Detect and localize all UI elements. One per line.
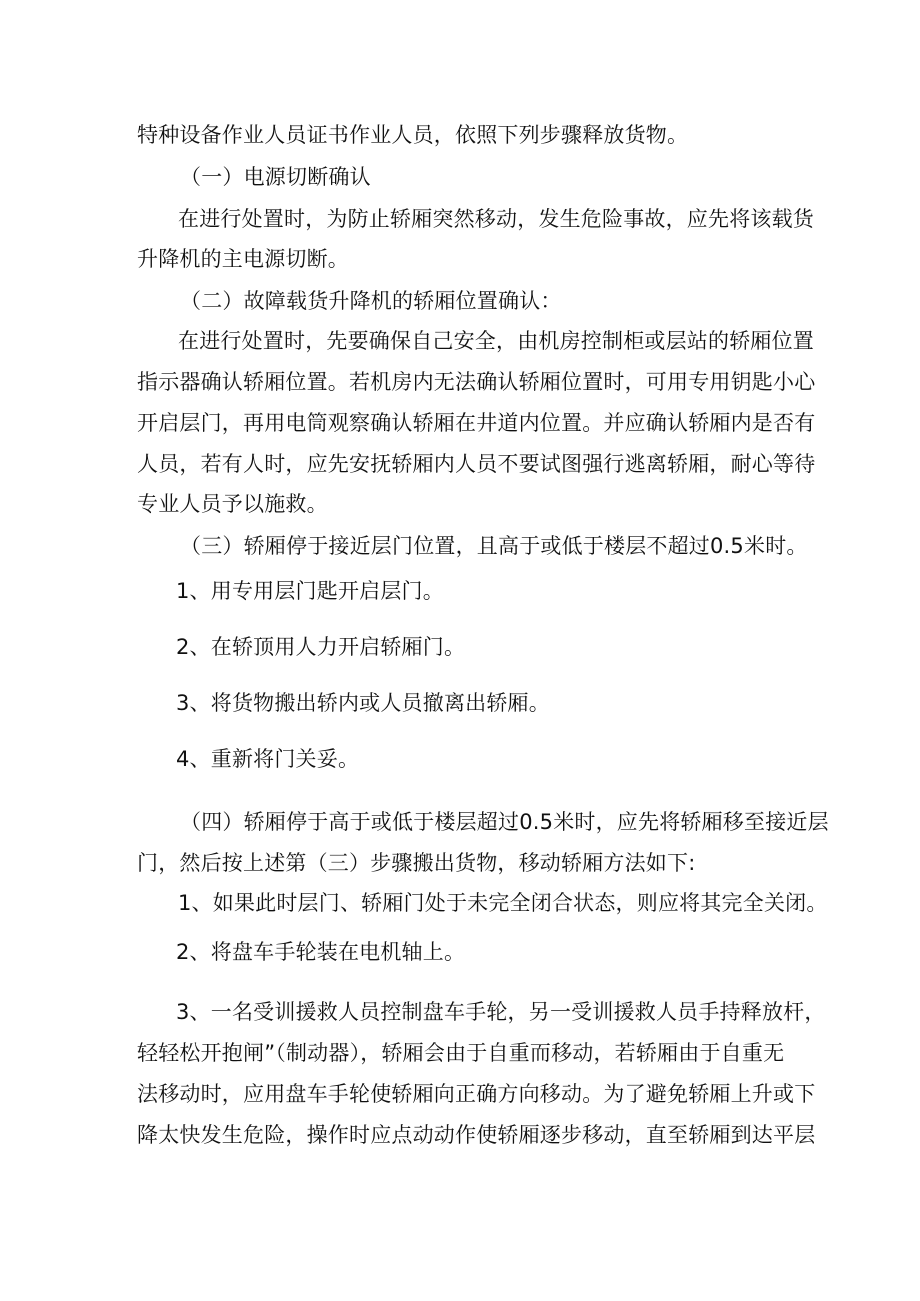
text-line: 专业人员予以施救。 xyxy=(137,492,328,516)
text-line: 在进行处置时，先要确保自己安全，由机房控制柜或层站的轿厢位置 xyxy=(178,329,814,353)
text-line: 法移动时，应用盘车手轮使轿厢向正确方向移动。为了避免轿厢上升或下 xyxy=(137,1082,816,1106)
list-item: 1、如果此时层门、轿厢门处于未完全闭合状态，则应将其完全关闭。 xyxy=(178,891,828,915)
text-line: 在进行处置时，为防止轿厢突然移动，发生危险事故，应先将该载货 xyxy=(178,207,814,231)
text-line: 开启层门，再用电筒观察确认轿厢在井道内位置。并应确认轿厢内是否有 xyxy=(137,411,816,435)
text-line: 轻轻松开抱闸”（制动器），轿厢会由于自重而移动，若轿厢由于自重无 xyxy=(137,1041,785,1065)
text-line: 指示器确认轿厢位置。若机房内无法确认轿厢位置时，可用专用钥匙小心 xyxy=(137,370,816,394)
section-heading-4: （四）轿厢停于高于或低于楼层超过0.5米时，应先将轿厢移至接近层 xyxy=(180,810,829,834)
section-heading-2: （二）故障载货升降机的轿厢位置确认： xyxy=(180,289,562,313)
text-line: 特种设备作业人员证书作业人员，依照下列步骤释放货物。 xyxy=(137,123,689,147)
text-line: 升降机的主电源切断。 xyxy=(137,247,349,271)
list-item: 4、重新将门关妥。 xyxy=(176,747,360,771)
section-heading-1: （一）电源切断确认 xyxy=(180,165,371,189)
list-item: 2、在轿顶用人力开启轿厢门。 xyxy=(176,635,466,659)
list-item: 1、用专用层门匙开启层门。 xyxy=(176,579,444,603)
section-heading-3: （三）轿厢停于接近层门位置，且高于或低于楼层不超过0.5米时。 xyxy=(180,534,808,558)
text-line: 降太快发生危险，操作时应点动动作使轿厢逐步移动，直至轿厢到达平层 xyxy=(137,1123,816,1147)
list-item: 2、将盘车手轮装在电机轴上。 xyxy=(176,940,466,964)
list-item: 3、一名受训援救人员控制盘车手轮，另一受训援救人员手持释放杆， xyxy=(176,1000,826,1024)
text-line: 门，然后按上述第（三）步骤搬出货物，移动轿厢方法如下: xyxy=(137,851,696,875)
list-item: 3、将货物搬出轿内或人员撤离出轿厢。 xyxy=(176,691,550,715)
text-line: 人员，若有人时，应先安抚轿厢内人员不要试图强行逃离轿厢，耐心等待 xyxy=(137,452,816,476)
